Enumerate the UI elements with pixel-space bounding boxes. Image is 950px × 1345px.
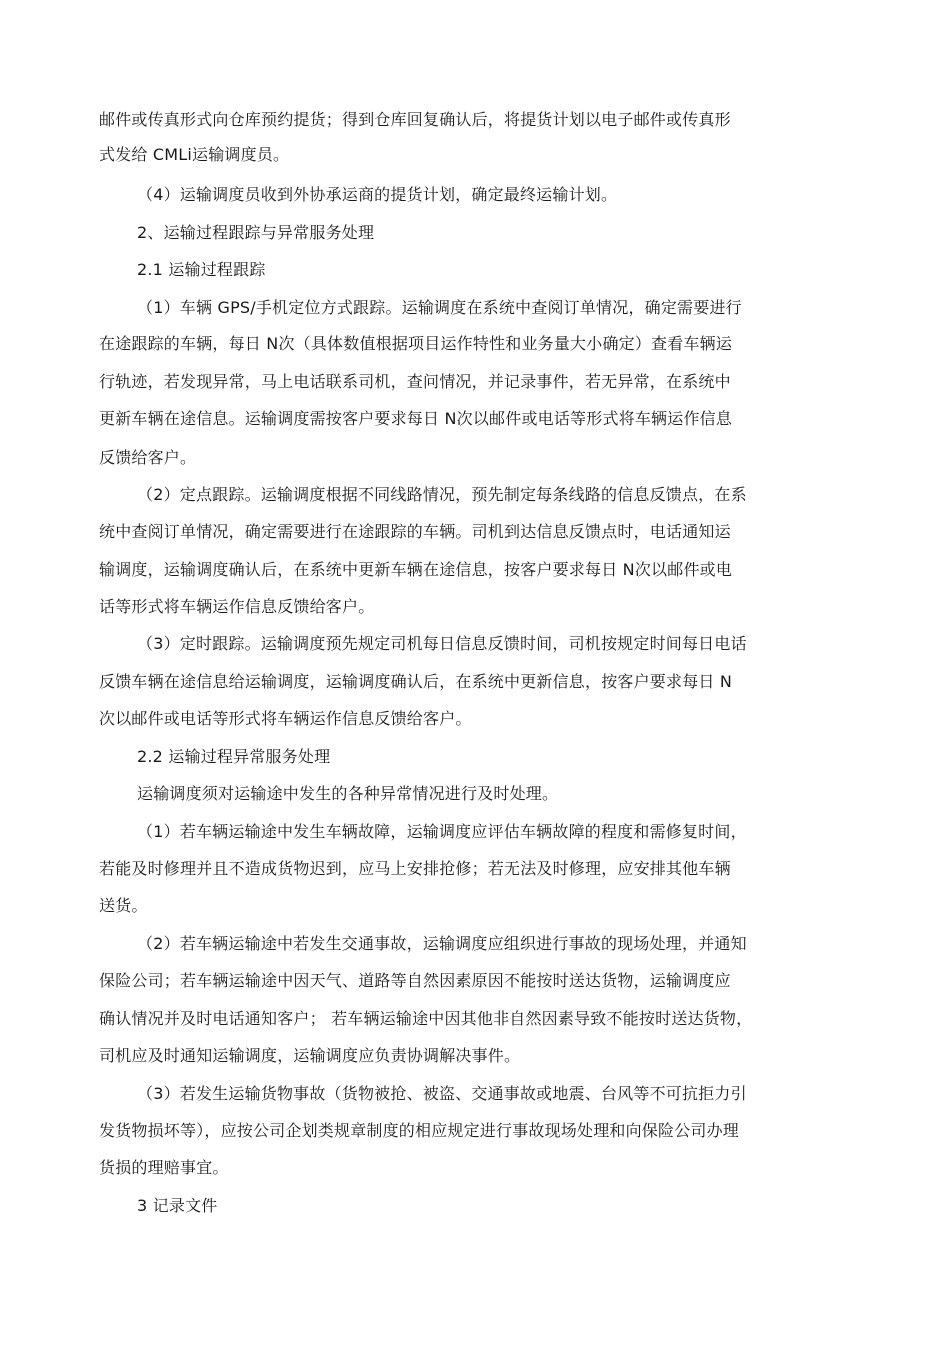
text-line: （4）运输调度员收到外协承运商的提货计划，确定最终运输计划。 <box>137 185 618 204</box>
text-line: 司机应及时通知运输调度，运输调度应负责协调解决事件。 <box>99 1046 521 1065</box>
text-line: （2）若车辆运输途中若发生交通事故，运输调度应组织进行事故的现场处理，并通知 <box>137 934 747 953</box>
text-line: 行轨迹，若发现异常，马上电话联系司机，查问情况，并记录事件，若无异常，在系统中 <box>99 372 731 391</box>
text-line: （1）车辆 GPS/手机定位方式跟踪。运输调度在系统中查阅订单情况，确定需要进行 <box>137 298 742 317</box>
text-line: 话等形式将车辆运作信息反馈给客户。 <box>99 597 375 616</box>
text-line: 若能及时修理并且不造成货物迟到，应马上安排抢修；若无法及时修理，应安排其他车辆 <box>99 859 731 878</box>
text-line: 送货。 <box>99 896 148 915</box>
text-line: 确认情况并及时电话通知客户； 若车辆运输途中因其他非自然因素导致不能按时送达货物， <box>99 1009 753 1028</box>
section-heading: 2、运输过程跟踪与异常服务处理 <box>137 223 375 242</box>
text-line: 反馈车辆在途信息给运输调度，运输调度确认后，在系统中更新信息，按客户要求每日 N <box>99 672 733 691</box>
text-line: 次以邮件或电话等形式将车辆运作信息反馈给客户。 <box>99 709 472 728</box>
section-heading: 3 记录文件 <box>137 1196 218 1215</box>
text-line: （3）定时跟踪。运输调度预先规定司机每日信息反馈时间，司机按规定时间每日电话 <box>137 634 747 653</box>
text-line: 输调度，运输调度确认后，在系统中更新车辆在途信息，按客户要求每日 N次以邮件或电 <box>99 560 733 579</box>
text-line: 货损的理赔事宜。 <box>99 1158 229 1177</box>
text-line: 保险公司；若车辆运输途中因天气、道路等自然因素原因不能按时送达货物，运输调度应 <box>99 971 731 990</box>
subsection-heading: 2.1 运输过程跟踪 <box>137 260 266 279</box>
text-line: （2）定点跟踪。运输调度根据不同线路情况，预先制定每条线路的信息反馈点，在系 <box>137 485 747 504</box>
text-line: （1）若车辆运输途中发生车辆故障，运输调度应评估车辆故障的程度和需修复时间， <box>137 822 747 841</box>
text-line: 邮件或传真形式向仓库预约提货；得到仓库回复确认后，将提货计划以电子邮件或传真形 <box>99 110 731 129</box>
text-line: 更新车辆在途信息。运输调度需按客户要求每日 N次以邮件或电话等形式将车辆运作信息 <box>99 409 733 428</box>
text-line: （3）若发生运输货物事故（货物被抢、被盗、交通事故或地震、台风等不可抗拒力引 <box>137 1084 747 1103</box>
text-line: 发货物损坏等），应按公司企划类规章制度的相应规定进行事故现场处理和向保险公司办理 <box>99 1121 740 1140</box>
text-line: 反馈给客户。 <box>99 448 197 467</box>
text-line: 在途跟踪的车辆，每日 N次（具体数值根据项目运作特性和业务量大小确定）查看车辆运 <box>99 334 733 353</box>
text-line: 式发给 CMLi运输调度员。 <box>99 145 290 164</box>
text-line: 运输调度须对运输途中发生的各种异常情况进行及时处理。 <box>137 784 559 803</box>
text-line: 统中查阅订单情况，确定需要进行在途跟踪的车辆。司机到达信息反馈点时，电话通知运 <box>99 522 731 541</box>
subsection-heading: 2.2 运输过程异常服务处理 <box>137 747 331 766</box>
